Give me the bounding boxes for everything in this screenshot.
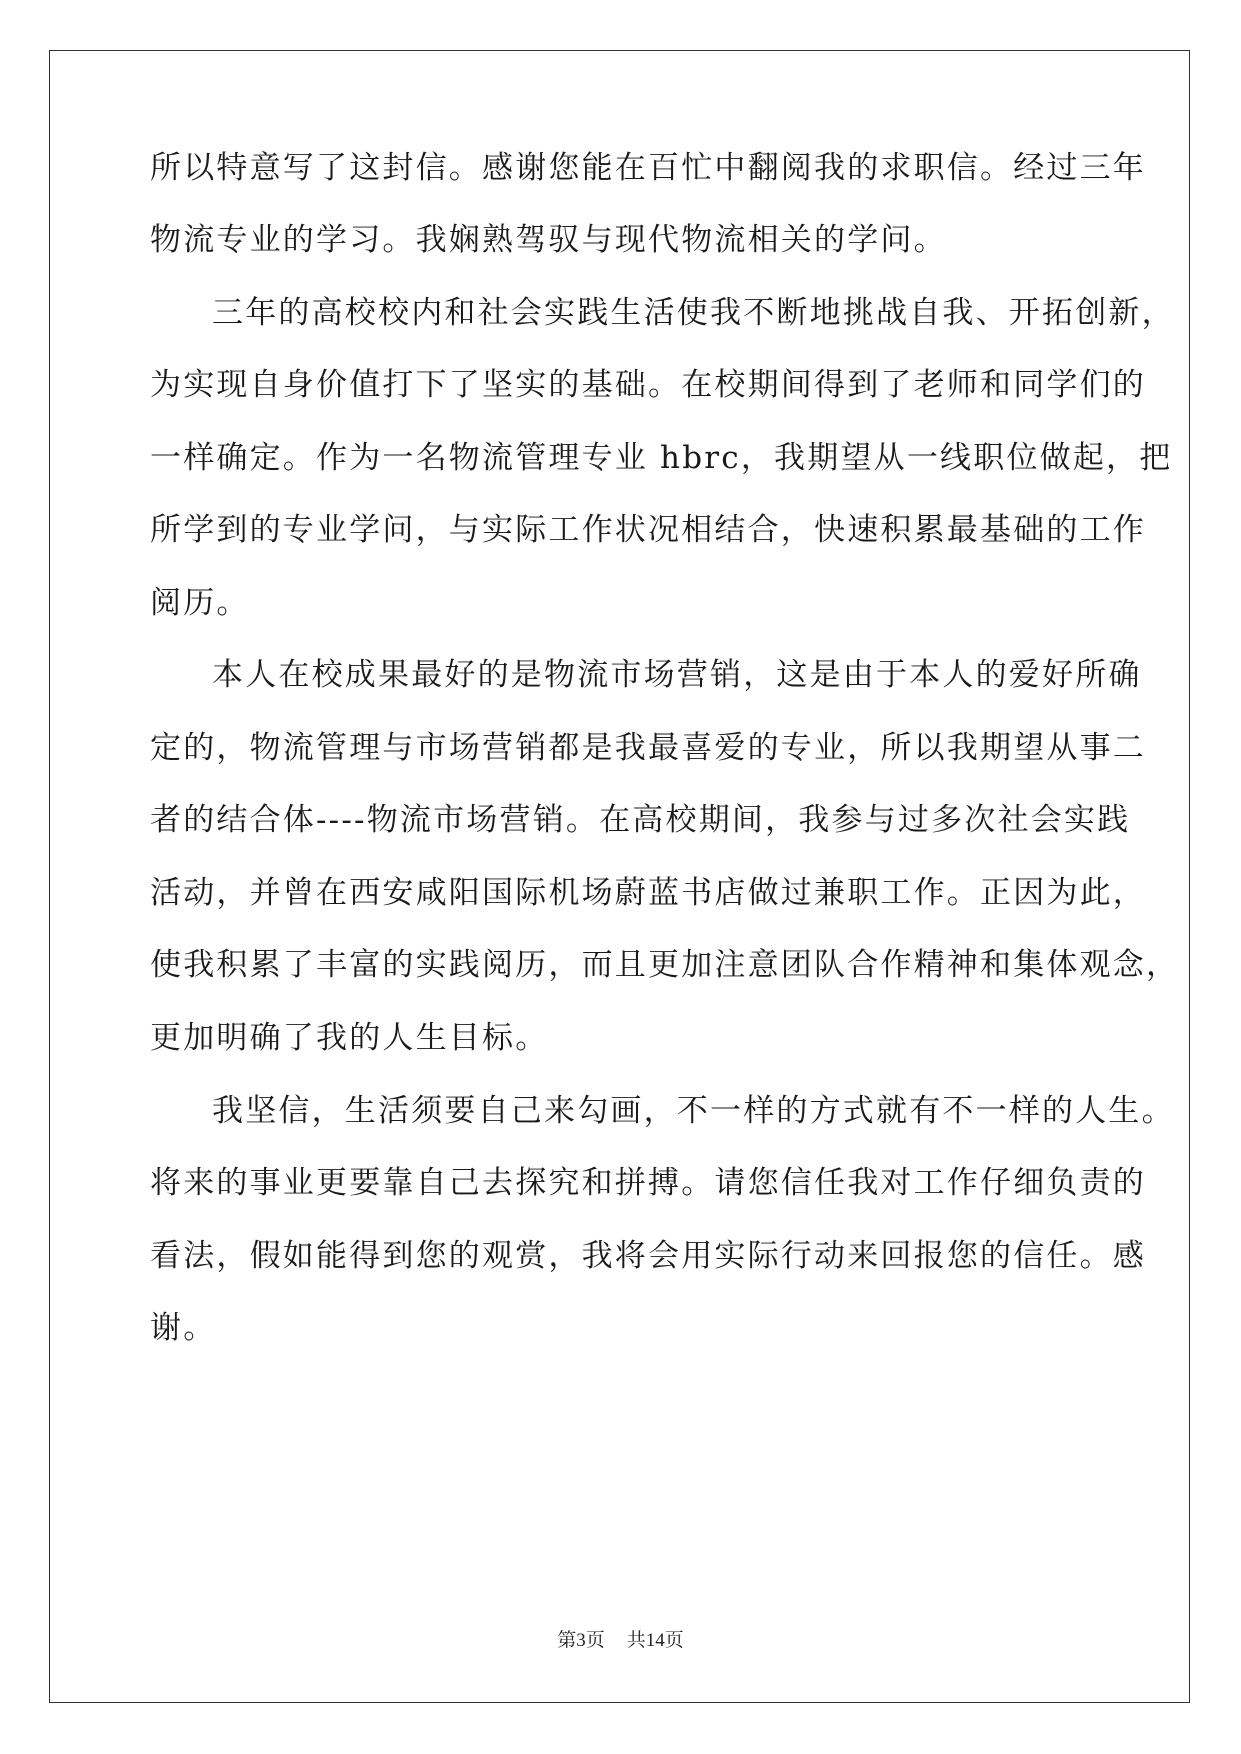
- text-line: 将来的事业更要靠自己去探究和拼搏。请您信任我对工作仔细负责的: [150, 1165, 1146, 1201]
- text-line: 活动，并曾在西安咸阳国际机场蔚蓝书店做过兼职工作。正因为此，: [150, 875, 1146, 911]
- text-line: 谢。: [150, 1310, 217, 1346]
- text-line: 三年的高校校内和社会实践生活使我不断地挑战自我、开拓创新，: [212, 295, 1175, 331]
- text-line: 定的，物流管理与市场营销都是我最喜爱的专业，所以我期望从事二: [150, 730, 1146, 766]
- page-footer: [0, 1625, 1241, 1652]
- text-line: 所学到的专业学问，与实际工作状况相结合，快速积累最基础的工作: [150, 512, 1146, 548]
- text-line: 使我积累了丰富的实践阅历，而且更加注意团队合作精神和集体观念，: [150, 947, 1180, 983]
- text-line: 为实现自身价值打下了坚实的基础。在校期间得到了老师和同学们的: [150, 367, 1146, 403]
- text-line: 我坚信，生活须要自己来勾画，不一样的方式就有不一样的人生。: [212, 1093, 1175, 1129]
- text-line: 更加明确了我的人生目标。: [150, 1020, 549, 1056]
- text-line: 一样确定。作为一名物流管理专业 hbrc，我期望从一线职位做起，把: [150, 440, 1173, 476]
- page-total: 共14页: [626, 1630, 684, 1651]
- text-line: 本人在校成果最好的是物流市场营销，这是由于本人的爱好所确: [212, 657, 1142, 693]
- text-line: 所以特意写了这封信。感谢您能在百忙中翻阅我的求职信。经过三年: [150, 150, 1146, 186]
- text-line: 物流专业的学习。我娴熟驾驭与现代物流相关的学问。: [150, 222, 947, 258]
- text-line: 看法，假如能得到您的观赏，我将会用实际行动来回报您的信任。感: [150, 1238, 1146, 1274]
- page-number: 第3页: [557, 1630, 605, 1651]
- text-line: 者的结合体----物流市场营销。在高校期间，我参与过多次社会实践: [150, 802, 1131, 838]
- text-line: 阅历。: [150, 585, 250, 621]
